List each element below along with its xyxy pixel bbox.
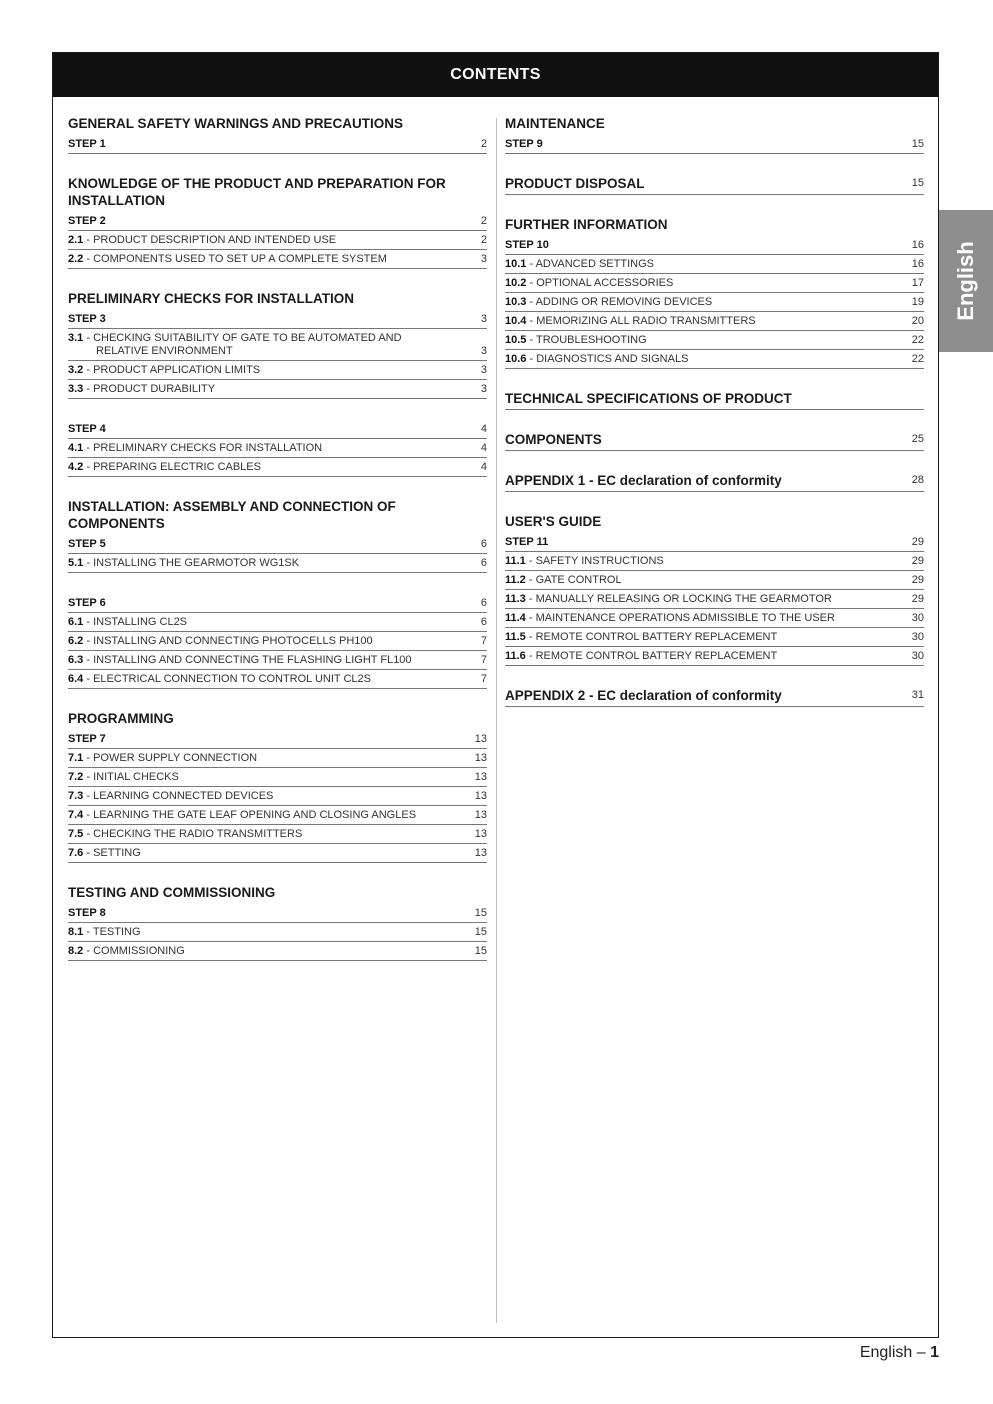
page-title: CONTENTS bbox=[450, 66, 541, 83]
page-number: 4 bbox=[480, 442, 487, 454]
page-number: 13 bbox=[474, 752, 487, 764]
toc-step-entry[interactable] bbox=[68, 420, 487, 439]
toc-step-entry[interactable] bbox=[505, 135, 924, 154]
toc-entry[interactable] bbox=[505, 255, 924, 274]
entry-separator: - bbox=[83, 945, 94, 957]
entry-label: POWER SUPPLY CONNECTION bbox=[93, 752, 258, 764]
toc-entry[interactable] bbox=[68, 329, 487, 361]
toc-entry[interactable] bbox=[68, 632, 487, 651]
page-number: 17 bbox=[911, 277, 924, 289]
entry-label: OPTIONAL ACCESSORIES bbox=[536, 277, 674, 289]
page-number: 15 bbox=[911, 177, 924, 189]
entry-label: STEP 9 bbox=[505, 138, 543, 150]
entry-label: STEP 3 bbox=[68, 313, 106, 325]
entry-separator: - bbox=[83, 442, 94, 454]
page-number: 7 bbox=[480, 635, 487, 647]
entry-separator: - bbox=[525, 631, 536, 643]
section-title: PRELIMINARY CHECKS FOR INSTALLATION bbox=[68, 291, 354, 306]
page-number: 13 bbox=[474, 771, 487, 783]
entry-label-group bbox=[505, 258, 654, 271]
toc-entry[interactable] bbox=[68, 651, 487, 670]
entry-label-group bbox=[68, 733, 106, 746]
toc-entry[interactable] bbox=[505, 609, 924, 628]
contents-frame bbox=[52, 52, 939, 1338]
section-title: MAINTENANCE bbox=[505, 116, 605, 131]
entry-number: 6.2 bbox=[68, 635, 84, 647]
page-number: 30 bbox=[911, 650, 924, 662]
toc-section bbox=[505, 115, 924, 154]
entry-number: 8.1 bbox=[68, 926, 84, 938]
language-tab bbox=[939, 210, 993, 352]
section-title: USER'S GUIDE bbox=[505, 514, 602, 529]
toc-section-entry[interactable] bbox=[505, 175, 924, 195]
page-number: 13 bbox=[474, 733, 487, 745]
entry-number: 4.1 bbox=[68, 442, 84, 454]
entry-number: 11.2 bbox=[505, 574, 526, 586]
entry-separator: - bbox=[526, 315, 537, 327]
entry-label-group bbox=[68, 538, 106, 551]
entry-separator: - bbox=[526, 334, 536, 346]
toc-step-entry[interactable] bbox=[68, 904, 487, 923]
entry-label: TESTING bbox=[92, 926, 141, 938]
page-number: 2 bbox=[480, 138, 487, 150]
entry-label: INSTALLING CL2S bbox=[93, 616, 188, 628]
entry-label: MEMORIZING ALL RADIO TRANSMITTERS bbox=[536, 315, 756, 327]
entry-label: STEP 10 bbox=[505, 239, 549, 251]
entry-label: COMMISSIONING bbox=[93, 945, 185, 957]
entry-label-group bbox=[68, 138, 106, 151]
entry-label: STEP 7 bbox=[68, 733, 106, 745]
page-number: 29 bbox=[911, 555, 924, 567]
entry-label: GATE CONTROL bbox=[535, 574, 622, 586]
entry-number: 10.2 bbox=[505, 277, 527, 289]
toc-section bbox=[505, 431, 924, 451]
entry-number: 11.1 bbox=[505, 555, 526, 567]
toc-entry[interactable] bbox=[68, 613, 487, 632]
entry-label: TROUBLESHOOTING bbox=[536, 334, 647, 346]
entry-number: 3.2 bbox=[68, 364, 84, 376]
footer-language: English bbox=[859, 1344, 913, 1361]
entry-number: 7.3 bbox=[68, 790, 84, 802]
entry-label-group bbox=[68, 461, 261, 474]
entry-number: 8.2 bbox=[68, 945, 84, 957]
page-number: 7 bbox=[480, 673, 487, 685]
page-number: 19 bbox=[911, 296, 924, 308]
entry-label: PREPARING ELECTRIC CABLES bbox=[93, 461, 261, 473]
toc-section-entry[interactable] bbox=[505, 472, 924, 492]
entry-separator: - bbox=[83, 234, 94, 246]
page-number: 13 bbox=[474, 828, 487, 840]
entry-separator: - bbox=[525, 612, 536, 624]
section-title: TESTING AND COMMISSIONING bbox=[68, 885, 276, 900]
entry-separator: - bbox=[83, 557, 94, 569]
entry-label: ADDING OR REMOVING DEVICES bbox=[535, 296, 713, 308]
toc-section bbox=[505, 390, 924, 410]
section-title: FURTHER INFORMATION bbox=[505, 217, 668, 232]
toc-left-column bbox=[68, 115, 487, 982]
entry-label-group bbox=[68, 673, 371, 686]
entry-label: PRODUCT DURABILITY bbox=[93, 383, 216, 395]
entry-label-group bbox=[68, 771, 179, 784]
entry-label-group bbox=[505, 353, 688, 366]
toc-entry[interactable] bbox=[505, 274, 924, 293]
entry-label: LEARNING THE GATE LEAF OPENING AND CLOSING ANGLES bbox=[93, 809, 417, 821]
entry-label: PRODUCT DESCRIPTION AND INTENDED USE bbox=[93, 234, 337, 246]
language-tab-label: English bbox=[953, 241, 978, 321]
toc-section bbox=[68, 710, 487, 863]
toc-entry[interactable] bbox=[68, 749, 487, 768]
entry-separator: - bbox=[83, 673, 94, 685]
page-number: 16 bbox=[911, 258, 924, 270]
entry-separator: - bbox=[526, 296, 536, 308]
entry-label-group bbox=[68, 635, 373, 648]
toc-right-column bbox=[505, 115, 924, 728]
toc-entry[interactable] bbox=[68, 250, 487, 269]
page-number: 28 bbox=[911, 474, 924, 486]
toc-section bbox=[68, 420, 487, 477]
entry-label: PRODUCT APPLICATION LIMITS bbox=[93, 364, 261, 376]
entry-label-group bbox=[68, 828, 302, 841]
page-number: 3 bbox=[480, 345, 487, 357]
page-number: 3 bbox=[480, 383, 487, 395]
entry-number: 10.5 bbox=[505, 334, 527, 346]
entry-label-group bbox=[68, 423, 106, 436]
entry-label-group bbox=[68, 442, 322, 455]
page-number: 22 bbox=[911, 353, 924, 365]
entry-label-continued: RELATIVE ENVIRONMENT bbox=[96, 345, 233, 357]
entry-separator: - bbox=[525, 593, 536, 605]
toc-entry[interactable] bbox=[68, 768, 487, 787]
page-number: 6 bbox=[480, 557, 487, 569]
entry-label: STEP 1 bbox=[68, 138, 106, 150]
entry-separator: - bbox=[83, 790, 94, 802]
toc-section bbox=[68, 175, 487, 269]
toc-entry[interactable] bbox=[505, 331, 924, 350]
footer-page-number: 1 bbox=[930, 1344, 939, 1361]
entry-label: INSTALLING AND CONNECTING PHOTOCELLS PH100 bbox=[93, 635, 373, 647]
toc-step-entry[interactable] bbox=[68, 730, 487, 749]
entry-label-group bbox=[68, 654, 412, 667]
entry-separator: - bbox=[83, 616, 94, 628]
toc-section bbox=[505, 472, 924, 492]
toc-entry[interactable] bbox=[68, 231, 487, 250]
page-number: 2 bbox=[480, 215, 487, 227]
entry-label: REMOTE CONTROL BATTERY REPLACEMENT bbox=[535, 650, 778, 662]
page-number: 13 bbox=[474, 790, 487, 802]
toc-step-entry[interactable] bbox=[68, 212, 487, 231]
page-number: 16 bbox=[911, 239, 924, 251]
toc-step-entry[interactable] bbox=[68, 310, 487, 329]
page-number: 3 bbox=[480, 253, 487, 265]
section-title: KNOWLEDGE OF THE PRODUCT AND PREPARATION FOR INSTALLATION bbox=[68, 176, 446, 208]
toc-section bbox=[68, 290, 487, 399]
column-divider bbox=[496, 118, 497, 1323]
toc-section bbox=[505, 216, 924, 369]
entry-number: 11.3 bbox=[505, 593, 526, 605]
entry-separator: - bbox=[83, 253, 94, 265]
section-title: INSTALLATION: ASSEMBLY AND CONNECTION OF COMPONENTS bbox=[68, 499, 396, 531]
entry-label-group bbox=[68, 597, 106, 610]
toc-section-entry[interactable] bbox=[505, 431, 924, 451]
page-number: 15 bbox=[474, 945, 487, 957]
entry-number: 10.4 bbox=[505, 315, 527, 327]
toc-section bbox=[68, 115, 487, 154]
page-number: 30 bbox=[911, 612, 924, 624]
entry-number: 6.3 bbox=[68, 654, 84, 666]
entry-label-group bbox=[505, 277, 673, 290]
entry-label-group bbox=[505, 138, 543, 151]
entry-separator: - bbox=[83, 752, 94, 764]
page-number: 4 bbox=[480, 423, 487, 435]
entry-label-group bbox=[68, 752, 257, 765]
entry-number: 7.6 bbox=[68, 847, 84, 859]
entry-separator: - bbox=[83, 847, 94, 859]
entry-label: STEP 5 bbox=[68, 538, 106, 550]
entry-label: INSTALLING THE GEARMOTOR WG1SK bbox=[93, 557, 300, 569]
entry-label-group bbox=[68, 383, 215, 396]
entry-separator: - bbox=[83, 635, 94, 647]
entry-number: 4.2 bbox=[68, 461, 84, 473]
toc-step-entry[interactable] bbox=[68, 135, 487, 154]
toc-entry[interactable] bbox=[68, 806, 487, 825]
section-title: GENERAL SAFETY WARNINGS AND PRECAUTIONS bbox=[68, 116, 404, 131]
toc-entry[interactable] bbox=[505, 293, 924, 312]
entry-separator: - bbox=[525, 650, 536, 662]
entry-label-group bbox=[68, 215, 106, 228]
entry-label: CHECKING SUITABILITY OF GATE TO BE AUTOMATED AND bbox=[93, 332, 402, 344]
entry-label-group bbox=[68, 926, 141, 939]
contents-header bbox=[53, 53, 938, 97]
entry-number: 10.6 bbox=[505, 353, 527, 365]
entry-number: 6.1 bbox=[68, 616, 84, 628]
entry-label: INSTALLING AND CONNECTING THE FLASHING LIGHT FL100 bbox=[93, 654, 412, 666]
entry-label-group bbox=[68, 945, 185, 958]
page-number: 25 bbox=[911, 433, 924, 445]
page-number: 6 bbox=[480, 538, 487, 550]
entry-label: PRELIMINARY CHECKS FOR INSTALLATION bbox=[93, 442, 323, 454]
entry-number: 3.3 bbox=[68, 383, 84, 395]
entry-separator: - bbox=[83, 771, 94, 783]
entry-label-group bbox=[68, 313, 106, 326]
entry-label-group bbox=[505, 296, 712, 309]
section-title: APPENDIX 2 - EC declaration of conformity bbox=[505, 688, 782, 703]
toc-entry[interactable] bbox=[505, 628, 924, 647]
page-number: 3 bbox=[480, 313, 487, 325]
entry-number: 7.1 bbox=[68, 752, 84, 764]
entry-separator: - bbox=[83, 828, 94, 840]
entry-label-group bbox=[505, 334, 647, 347]
entry-label-group bbox=[68, 557, 299, 570]
entry-number: 11.5 bbox=[505, 631, 526, 643]
entry-label-group bbox=[68, 332, 402, 358]
page-footer bbox=[860, 1344, 939, 1362]
toc-entry[interactable] bbox=[68, 361, 487, 380]
toc-entry[interactable] bbox=[505, 647, 924, 666]
section-title: PROGRAMMING bbox=[68, 711, 174, 726]
entry-label-group bbox=[68, 847, 141, 860]
entry-label-group bbox=[505, 574, 622, 587]
section-title[interactable]: TECHNICAL SPECIFICATIONS OF PRODUCT bbox=[505, 390, 924, 410]
entry-label: LEARNING CONNECTED DEVICES bbox=[93, 790, 274, 802]
toc-entry[interactable] bbox=[68, 380, 487, 399]
entry-separator: - bbox=[83, 654, 94, 666]
toc-entry[interactable] bbox=[505, 552, 924, 571]
toc-entry[interactable] bbox=[505, 312, 924, 331]
toc-entry[interactable] bbox=[68, 844, 487, 863]
toc-entry[interactable] bbox=[68, 825, 487, 844]
entry-label-group bbox=[505, 612, 835, 625]
toc-entry[interactable] bbox=[505, 571, 924, 590]
entry-number: 7.4 bbox=[68, 809, 84, 821]
entry-separator: - bbox=[83, 383, 94, 395]
entry-label-group bbox=[505, 593, 832, 606]
entry-number: 11.6 bbox=[505, 650, 526, 662]
entry-label-group bbox=[505, 555, 664, 568]
entry-label: SETTING bbox=[93, 847, 141, 859]
toc-section bbox=[505, 513, 924, 666]
entry-separator: - bbox=[525, 574, 536, 586]
toc-entry[interactable] bbox=[68, 670, 487, 689]
entry-label: REMOTE CONTROL BATTERY REPLACEMENT bbox=[535, 631, 778, 643]
page-number: 13 bbox=[474, 847, 487, 859]
entry-label: ELECTRICAL CONNECTION TO CONTROL UNIT CL2S bbox=[93, 673, 371, 685]
entry-separator: - bbox=[83, 364, 94, 376]
section-title: PRODUCT DISPOSAL bbox=[505, 176, 645, 191]
entry-label-group bbox=[68, 364, 260, 377]
entry-label-group bbox=[68, 907, 106, 920]
entry-separator: - bbox=[525, 555, 536, 567]
toc-section bbox=[68, 594, 487, 689]
page-number: 13 bbox=[474, 809, 487, 821]
entry-label: STEP 11 bbox=[505, 536, 549, 548]
page-number: 6 bbox=[480, 597, 487, 609]
entry-label: STEP 4 bbox=[68, 423, 106, 435]
toc-step-entry[interactable] bbox=[68, 594, 487, 613]
toc-entry[interactable] bbox=[68, 923, 487, 942]
entry-separator: - bbox=[526, 277, 537, 289]
entry-label: STEP 6 bbox=[68, 597, 106, 609]
entry-separator: - bbox=[526, 353, 537, 365]
entry-label: MAINTENANCE OPERATIONS ADMISSIBLE TO THE USER bbox=[535, 612, 835, 624]
entry-number: 7.2 bbox=[68, 771, 84, 783]
toc-entry[interactable] bbox=[68, 554, 487, 573]
page-number: 6 bbox=[480, 616, 487, 628]
page-number: 3 bbox=[480, 364, 487, 376]
page-number: 29 bbox=[911, 536, 924, 548]
entry-label-group bbox=[68, 809, 416, 822]
entry-label-group bbox=[68, 234, 336, 247]
entry-number: 11.4 bbox=[505, 612, 526, 624]
entry-separator: - bbox=[83, 809, 94, 821]
entry-number: 5.1 bbox=[68, 557, 84, 569]
toc-entry[interactable] bbox=[505, 350, 924, 369]
toc-entry[interactable] bbox=[68, 458, 487, 477]
toc-section bbox=[505, 687, 924, 707]
entry-label: STEP 2 bbox=[68, 215, 106, 227]
toc-step-entry[interactable] bbox=[68, 535, 487, 554]
footer-separator: – bbox=[912, 1344, 931, 1361]
entry-label-group bbox=[68, 253, 387, 266]
page-number: 2 bbox=[480, 234, 487, 246]
page-number: 4 bbox=[480, 461, 487, 473]
toc-step-entry[interactable] bbox=[505, 236, 924, 255]
entry-label-group bbox=[505, 631, 777, 644]
entry-number: 10.1 bbox=[505, 258, 527, 270]
entry-label: CHECKING THE RADIO TRANSMITTERS bbox=[93, 828, 303, 840]
entry-label: ADVANCED SETTINGS bbox=[535, 258, 654, 270]
page-number: 20 bbox=[911, 315, 924, 327]
entry-number: 6.4 bbox=[68, 673, 84, 685]
toc-step-entry[interactable] bbox=[505, 533, 924, 552]
toc-entry[interactable] bbox=[68, 787, 487, 806]
toc-entry[interactable] bbox=[68, 439, 487, 458]
page-number: 29 bbox=[911, 574, 924, 586]
entry-label-group bbox=[505, 536, 548, 549]
page-number: 15 bbox=[474, 907, 487, 919]
entry-label-group bbox=[505, 315, 756, 328]
page-number: 30 bbox=[911, 631, 924, 643]
page-number: 29 bbox=[911, 593, 924, 605]
entry-label: INITIAL CHECKS bbox=[93, 771, 179, 783]
entry-label: SAFETY INSTRUCTIONS bbox=[535, 555, 664, 567]
entry-separator: - bbox=[83, 332, 94, 344]
entry-label-group bbox=[505, 650, 777, 663]
page-number: 22 bbox=[911, 334, 924, 346]
entry-separator: - bbox=[526, 258, 536, 270]
toc-entry[interactable] bbox=[68, 942, 487, 961]
entry-number: 2.1 bbox=[68, 234, 84, 246]
entry-number: 10.3 bbox=[505, 296, 527, 308]
toc-section bbox=[505, 175, 924, 195]
toc-section-entry[interactable] bbox=[505, 687, 924, 707]
entry-number: 2.2 bbox=[68, 253, 84, 265]
section-title: APPENDIX 1 - EC declaration of conformity bbox=[505, 473, 782, 488]
section-title: COMPONENTS bbox=[505, 432, 602, 447]
page-number: 31 bbox=[911, 689, 924, 701]
entry-label: DIAGNOSTICS AND SIGNALS bbox=[536, 353, 689, 365]
entry-number: 7.5 bbox=[68, 828, 84, 840]
entry-separator: - bbox=[83, 926, 93, 938]
toc-entry[interactable] bbox=[505, 590, 924, 609]
page-number: 7 bbox=[480, 654, 487, 666]
entry-label: MANUALLY RELEASING OR LOCKING THE GEARMOTOR bbox=[535, 593, 832, 605]
entry-label-group bbox=[505, 239, 549, 252]
entry-label-group bbox=[68, 790, 273, 803]
entry-label: COMPONENTS USED TO SET UP A COMPLETE SYSTEM bbox=[93, 253, 387, 265]
page-number: 15 bbox=[474, 926, 487, 938]
entry-separator: - bbox=[83, 461, 94, 473]
page-number: 15 bbox=[911, 138, 924, 150]
entry-label: STEP 8 bbox=[68, 907, 106, 919]
toc-section bbox=[68, 498, 487, 573]
toc-section bbox=[68, 884, 487, 961]
entry-label-group bbox=[68, 616, 187, 629]
entry-number: 3.1 bbox=[68, 332, 84, 344]
